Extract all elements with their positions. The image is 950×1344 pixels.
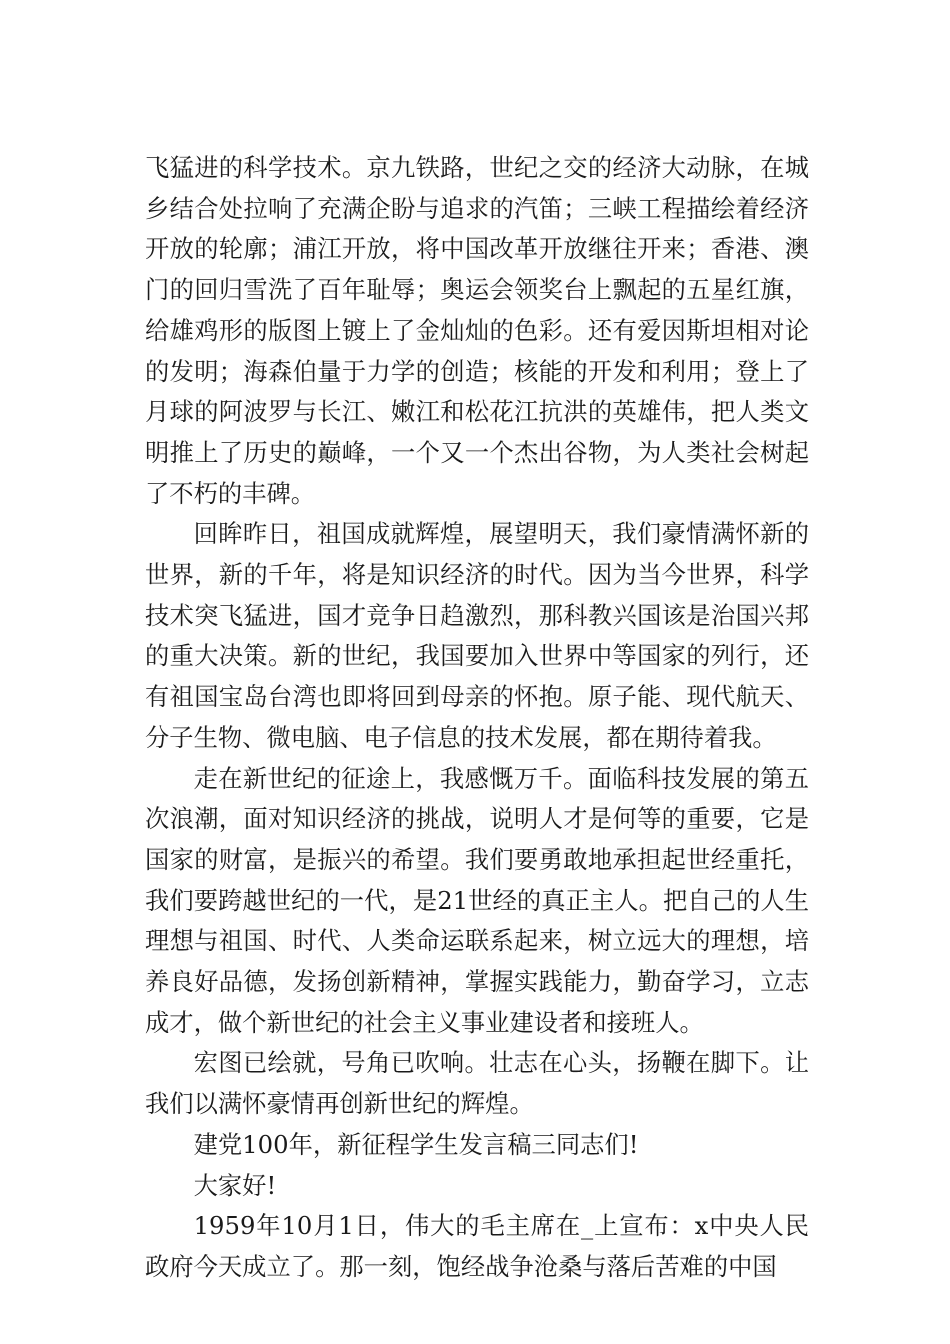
document-body	[145, 148, 809, 1288]
paragraph-6: 大家好!	[193, 1170, 277, 1200]
paragraph-1: 飞猛进的科学技术。京九铁路，世纪之交的经济大动脉，在城乡结合处拉响了充满企盼与追求的汽笛；三峡工程描绘着经济开放的轮廓；浦江开放，将中国改革开放继往开来；香港、澳门的回归雪洗了百年耻辱；奥运会领奖台上飘起的五星红旗，给雄鸡形的版图上镀上了金灿灿的色彩。还有爱因斯坦相对论的发明；海森伯量于力学的创造；核能的开发和利用；登上了月球的阿波罗与长江、嫩江和松花江抗洪的英雄伟，把人类文明推上了历史的巅峰，一个又一个杰出谷物，为人类社会树起了不朽的丰碑。	[145, 153, 809, 508]
paragraph-4: 宏图已绘就，号角已吹响。壮志在心头，扬鞭在脚下。让我们以满怀豪情再创新世纪的辉煌。	[145, 1048, 809, 1119]
paragraph-5: 建党100年，新征程学生发言稿三同志们!	[193, 1129, 639, 1159]
paragraph-3: 走在新世纪的征途上，我感慨万千。面临科技发展的第五次浪潮，面对知识经济的挑战，说明人才是何等的重要，它是国家的财富，是振兴的希望。我们要勇敢地承担起世经重托，我们要跨越世纪的一代，是21世经的真正主人。把自己的人生理想与祖国、时代、人类命运联系起来，树立远大的理想，培养良好品德，发扬创新精神，掌握实践能力，勤奋学习，立志成才，做个新世纪的社会主义事业建设者和接班人。	[145, 763, 809, 1037]
paragraph-7: 1959年10月1日，伟大的毛主席在_上宣布：x中央人民政府今天成立了。那一刻，饱经战争沧桑与落后苦难的中国	[145, 1211, 809, 1281]
paragraph-2: 回眸昨日，祖国成就辉煌，展望明天，我们豪情满怀新的世界，新的千年，将是知识经济的时代。因为当今世界，科学技术突飞猛进，国才竞争日趋激烈，那科教兴国该是治国兴邦的重大决策。新的世纪，我国要加入世界中等国家的列行，还有祖国宝岛台湾也即将回到母亲的怀抱。原子能、现代航天、分子生物、微电脑、电子信息的技术发展，都在期待着我。	[145, 519, 809, 752]
